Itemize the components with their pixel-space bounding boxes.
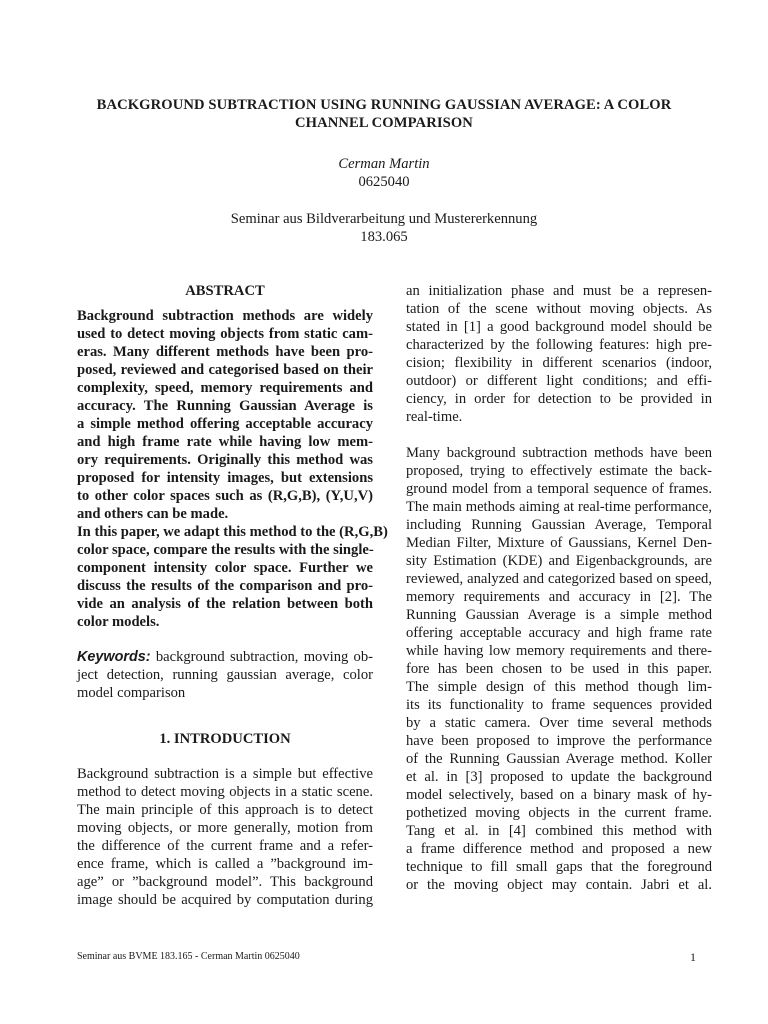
keywords-line: ject detection, running gaussian average, color [77, 667, 373, 683]
body-line: an initialization phase and must be a represen- [406, 283, 712, 299]
keywords-label: Keywords: [77, 649, 151, 665]
abstract-line: discuss the results of the comparison and pro- [77, 578, 373, 594]
author-block [60, 155, 708, 191]
body-line: model selectively, based on a binary mask of hy- [406, 787, 712, 803]
title-line-1: BACKGROUND SUBTRACTION USING RUNNING GAUSSIAN AVERAGE: A COLOR [96, 97, 672, 113]
abstract-line: ory requirements. Originally this method was [77, 452, 373, 468]
author-name: Cerman Martin [338, 156, 430, 172]
abstract-line: color space, compare the results with the single- [77, 542, 374, 558]
intro-line: Background subtraction is a simple but effective [77, 766, 373, 782]
body-line: characterized by the following features: high pre- [406, 337, 712, 353]
abstract-line: a simple method offering acceptable accuracy [77, 416, 373, 432]
abstract-line: Background subtraction methods are widely [77, 308, 373, 324]
body-line: outdoor) or different light conditions; and effi- [406, 373, 712, 389]
abstract-line: color models. [77, 614, 160, 630]
body-line: The main methods aiming at real-time performance, [406, 499, 712, 515]
body-line: et al. in [3] proposed to update the background [406, 769, 712, 785]
abstract-line: and high frame rate while having low mem- [77, 434, 373, 450]
abstract-line: vide an analysis of the relation between both [77, 596, 373, 612]
page-number: 1 [690, 950, 696, 964]
abstract-line: to other color spaces such as (R,G,B), (Y,U,V) [77, 488, 373, 504]
title-line-2: CHANNEL COMPARISON [295, 115, 473, 131]
body-line: proposed, trying to effectively estimate the back- [406, 463, 712, 479]
intro-line: the difference of the current frame and a refer- [77, 838, 373, 854]
body-line: Tang et al. in [4] combined this method with [406, 823, 712, 839]
body-line: real-time. [406, 409, 463, 425]
abstract-line: component intensity color space. Further we [77, 560, 373, 576]
body-line: a frame difference method and proposed a new [406, 841, 712, 857]
body-line: have been proposed to improve the performance [406, 733, 712, 749]
keywords-line: model comparison [77, 685, 186, 701]
intro-line: image should be acquired by computation during [77, 892, 373, 908]
body-line: while having low memory requirements and there- [406, 643, 712, 659]
body-line: pothetized moving objects in the current frame. [406, 805, 712, 821]
footer-text: Seminar aus BVME 183.165 - Cerman Martin 0625040 [77, 951, 300, 962]
body-line: Running Gaussian Average is a simple method [406, 607, 712, 623]
keywords-text: background subtraction, moving ob- [155, 649, 373, 665]
body-line: ciency, in order for detection to be provided in [406, 391, 712, 407]
abstract-line: complexity, speed, memory requirements and [77, 380, 373, 396]
abstract-line: and others can be made. [77, 506, 229, 522]
keywords-first-line [77, 648, 373, 666]
introduction-heading: 1. INTRODUCTION [159, 731, 291, 747]
body-line: Median Filter, Mixture of Gaussians, Kernel Den- [406, 535, 712, 551]
abstract-line: accuracy. The Running Gaussian Average is [77, 398, 373, 414]
seminar-name: Seminar aus Bildverarbeitung und Mustererkennung [230, 211, 538, 227]
abstract-heading: ABSTRACT [185, 283, 265, 299]
body-line: or the moving object may contain. Jabri et al. [406, 877, 712, 893]
body-line: its its functionality to frame sequences provided [406, 697, 712, 713]
body-line: tation of the scene without moving objects. As [406, 301, 712, 317]
abstract-line: posed, reviewed and categorised based on their [77, 362, 373, 378]
body-line: sity Estimation (KDE) and Eigenbackgrounds, are [406, 553, 712, 569]
abstract-line: eras. Many different methods have been pro- [77, 344, 373, 360]
intro-line: method to detect moving objects in a static scene. [77, 784, 373, 800]
student-id: 0625040 [358, 174, 410, 190]
paper-title [60, 96, 708, 132]
body-line: offering acceptable accuracy and high frame rate [406, 625, 712, 641]
body-line: The simple design of this method though lim- [406, 679, 712, 695]
body-line: by a static camera. Over time several methods [406, 715, 712, 731]
course-number: 183.065 [360, 229, 408, 245]
body-line: memory requirements and accuracy in [2]. The [406, 589, 712, 605]
abstract-line: proposed for intensity images, but extensions [77, 470, 373, 486]
body-line: fore has been chosen to be used in this paper. [406, 661, 712, 677]
body-line: ground model from a temporal sequence of frames. [406, 481, 712, 497]
body-line: cision; flexibility in different scenarios (indoor, [406, 355, 712, 371]
body-line: technique to fill small gaps that the foreground [406, 859, 712, 875]
abstract-line: used to detect moving objects from static cam- [77, 326, 373, 342]
abstract-line: In this paper, we adapt this method to the (R,G,B) [77, 524, 388, 540]
seminar-block [60, 210, 708, 246]
intro-line: age” or ”background model”. This background [77, 874, 373, 890]
body-line: reviewed, analyzed and categorized based on speed, [406, 571, 712, 587]
body-line: Many background subtraction methods have been [406, 445, 712, 461]
body-line: stated in [1] a good background model should be [406, 319, 712, 335]
body-line: of the Running Gaussian Average method. Koller [406, 751, 712, 767]
intro-line: moving objects, or more generally, motion from [77, 820, 373, 836]
body-line: including Running Gaussian Average, Temporal [406, 517, 712, 533]
intro-line: ence frame, which is called a ”background im- [77, 856, 373, 872]
intro-line: The main principle of this approach is to detect [77, 802, 373, 818]
